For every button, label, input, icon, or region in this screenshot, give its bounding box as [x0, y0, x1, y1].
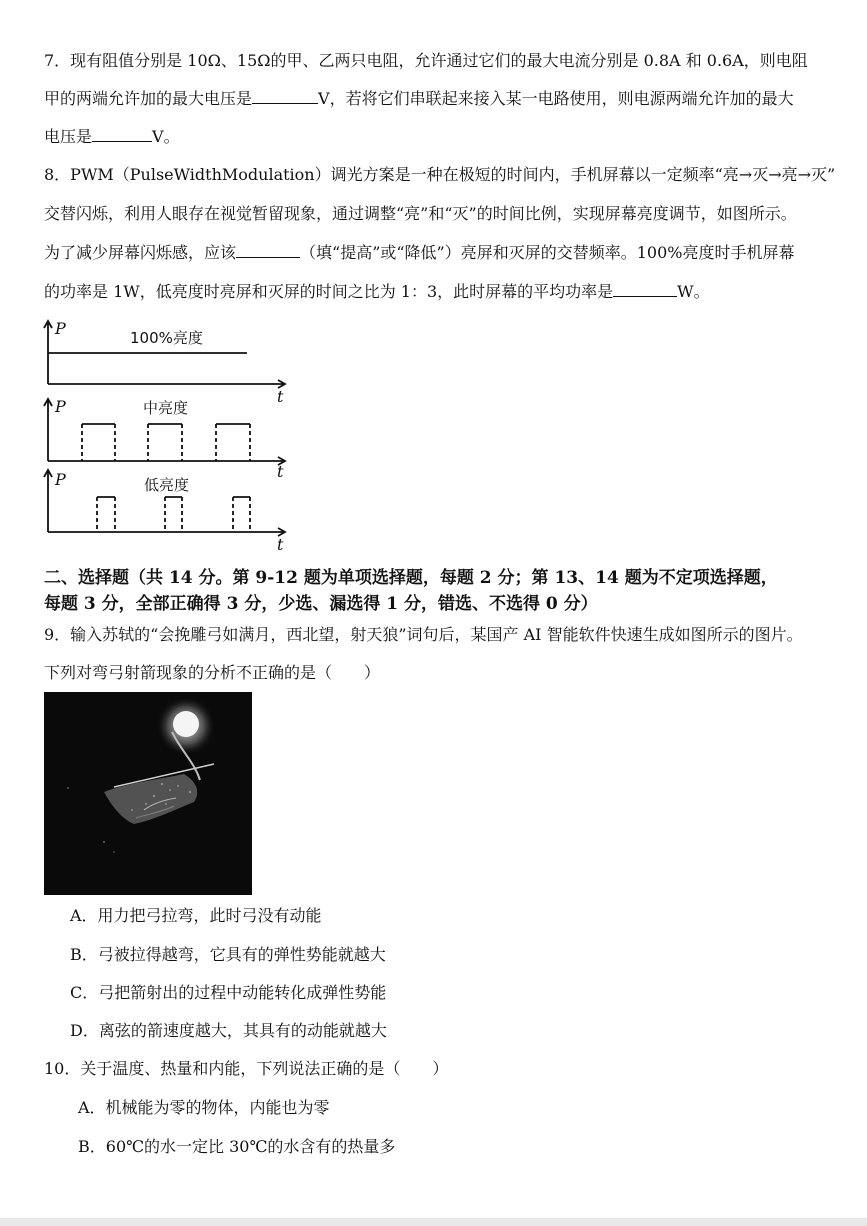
archer-moon-image	[44, 692, 252, 895]
q7-line-1: 7．现有阻值分别是 10Ω、15Ω的甲、乙两只电阻，允许通过它们的最大电流分别是 0.8A 和 0.6A，则电阻	[44, 51, 808, 70]
q7-line-3-text-a: 电压是	[44, 127, 93, 146]
q10-option-b[interactable]: B．60℃的水一定比 30℃的水含有的热量多	[78, 1137, 396, 1156]
panel1-p-label: P	[55, 319, 66, 338]
pwm-brightness-figure	[40, 318, 300, 558]
q8-line-4	[44, 281, 710, 303]
panel2-t-label: t	[277, 462, 284, 481]
panel2-title: 中亮度	[143, 399, 189, 417]
panel1-t-label: t	[277, 387, 284, 406]
q7-line-2	[44, 88, 794, 110]
moon-icon	[173, 711, 199, 737]
q7-answer-blank-2[interactable]	[92, 127, 152, 142]
q7-answer-blank-1[interactable]	[252, 89, 318, 104]
q9-line-1: 9．输入苏轼的“会挽雕弓如满月，西北望，射天狼”词句后，某国产 AI 智能软件快速生成如图所示的图片。	[44, 625, 803, 644]
panel3-t-label: t	[277, 535, 284, 554]
q8-line-1: 8．PWM（PulseWidthModulation）调光方案是一种在极短的时间内，手机屏幕以一定频率“亮→灭→亮→灭”	[44, 165, 836, 184]
section2-heading-line-1: 二、选择题（共 14 分。第 9-12 题为单项选择题，每题 2 分；第 13、14 题为不定项选择题，	[44, 568, 778, 588]
q7-line-3-text-b: V。	[152, 127, 180, 146]
section2-heading-line-2: 每题 3 分，全部正确得 3 分，少选、漏选得 1 分，错选、不选得 0 分）	[44, 594, 598, 614]
q9-option-a[interactable]: A．用力把弓拉弯，此时弓没有动能	[70, 906, 322, 925]
panel3-title: 低亮度	[144, 476, 190, 494]
q8-line-3-text-a: 为了减少屏幕闪烁感，应该	[44, 243, 237, 262]
q8-line-4-text-a: 的功率是 1W，低亮度时亮屏和灭屏的时间之比为 1：3，此时屏幕的平均功率是	[44, 282, 614, 301]
q9-option-b[interactable]: B．弓被拉得越弯，它具有的弹性势能就越大	[70, 945, 386, 964]
panel2-p-label: P	[55, 397, 66, 416]
page-bottom-edge	[0, 1218, 867, 1226]
q8-line-2: 交替闪烁，利用人眼存在视觉暂留现象，通过调整“亮”和“灭”的时间比例，实现屏幕亮度调节，如图所示。	[44, 204, 797, 223]
q10-line-1: 10．关于温度、热量和内能，下列说法正确的是（ ）	[44, 1059, 449, 1078]
q10-option-a[interactable]: A．机械能为零的物体，内能也为零	[78, 1098, 330, 1117]
q8-line-3-text-b: （填“提高”或“降低”）亮屏和灭屏的交替频率。100%亮度时手机屏幕	[300, 243, 795, 262]
q8-line-4-text-b: W。	[677, 282, 710, 301]
q7-line-2-text-a: 甲的两端允许加的最大电压是	[44, 89, 253, 108]
q9-option-c[interactable]: C．弓把箭射出的过程中动能转化成弹性势能	[70, 983, 387, 1002]
q8-answer-blank-1[interactable]	[236, 243, 300, 258]
q7-line-2-text-b: V，若将它们串联起来接入某一电路使用，则电源两端允许加的最大	[318, 89, 794, 108]
q7-line-3	[44, 126, 180, 148]
q9-line-2: 下列对弯弓射箭现象的分析不正确的是（ ）	[44, 663, 381, 682]
q8-answer-blank-2[interactable]	[613, 282, 677, 297]
q9-option-d[interactable]: D．离弦的箭速度越大，其具有的动能就越大	[70, 1021, 387, 1040]
panel3-p-label: P	[55, 470, 66, 489]
panel1-title: 100%亮度	[130, 329, 203, 347]
q8-line-3	[44, 242, 794, 264]
